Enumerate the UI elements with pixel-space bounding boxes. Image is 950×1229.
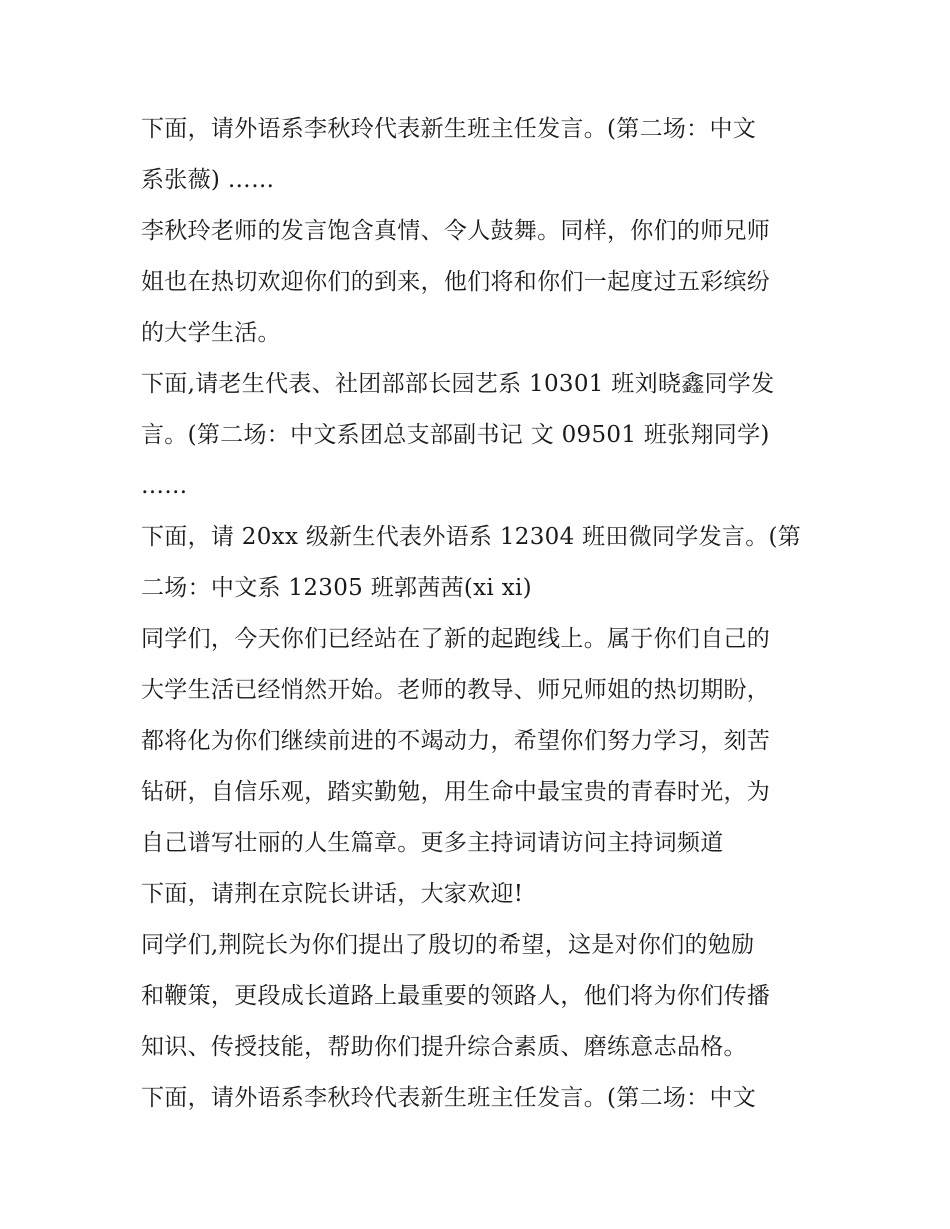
text-line: 同学们,荆院长为你们提出了殷切的希望，这是对你们的勉励 [141,932,755,958]
text-line: 和鞭策，更段成长道路上最重要的领路人，他们将为你们传播 [141,983,771,1009]
text-line: 系张薇) …… [141,167,275,193]
text-line: 下面,请老生代表、社团部部长园艺系 10301 班刘晓鑫同学发 [141,371,775,397]
text-line: 同学们，今天你们已经站在了新的起跑线上。属于你们自己的 [141,626,771,652]
text-line: 姐也在热切欢迎你们的到来，他们将和你们一起度过五彩缤纷 [141,269,771,295]
text-line: 大学生活已经悄然开始。老师的教导、师兄师姐的热切期盼， [141,677,771,703]
text-line: 知识、传授技能，帮助你们提升综合素质、磨练意志品格。 [141,1034,747,1060]
text-line: 自己谱写壮丽的人生篇章。更多主持词请访问主持词频道 [141,830,724,856]
text-line: 言。(第二场：中文系团总支部副书记 文 09501 班张翔同学) [141,422,770,448]
text-line: 下面，请外语系李秋玲代表新生班主任发言。(第二场：中文 [141,1085,757,1111]
document-body [141,104,821,1124]
text-line: 下面，请外语系李秋玲代表新生班主任发言。(第二场：中文 [141,116,757,142]
text-line: 二场：中文系 12305 班郭茜茜(xi xi) [141,575,532,601]
text-line: 钻研，自信乐观，踏实勤勉，用生命中最宝贵的青春时光，为 [141,779,771,805]
text-line: …… [141,473,188,499]
text-line: 下面，请 20xx 级新生代表外语系 12304 班田微同学发言。(第 [141,524,802,550]
text-line: 下面，请荆在京院长讲话，大家欢迎! [141,881,524,907]
text-line: 李秋玲老师的发言饱含真情、令人鼓舞。同样，你们的师兄师 [141,218,771,244]
text-line: 都将化为你们继续前进的不竭动力，希望你们努力学习，刻苦 [141,728,771,754]
text-line: 的大学生活。 [141,320,281,346]
